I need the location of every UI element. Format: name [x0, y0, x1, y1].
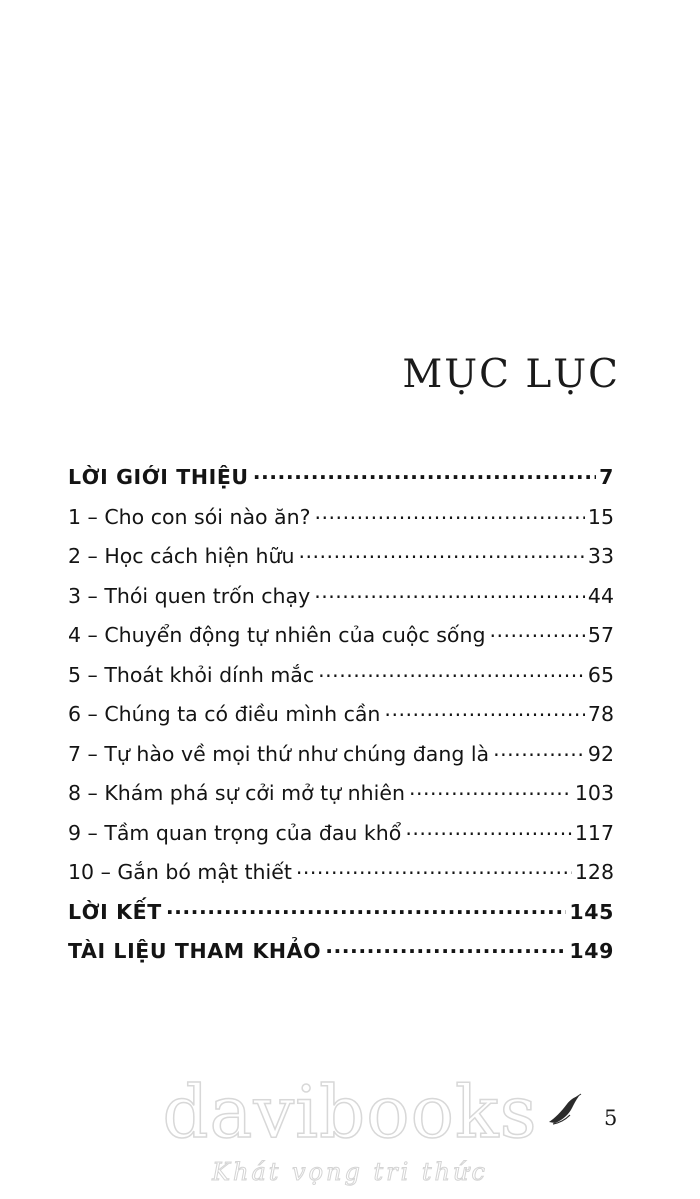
toc-entry-label: 7 – Tự hào về mọi thứ như chúng đang là — [68, 741, 490, 766]
toc-entry-page: 65 — [587, 662, 614, 687]
toc-entry[interactable] — [68, 464, 614, 489]
toc-leader-dots — [315, 504, 585, 524]
toc-entry-page: 44 — [587, 583, 614, 608]
toc-entry-page: 92 — [587, 741, 614, 766]
toc-entry-label: 5 – Thoát khỏi dính mắc — [68, 662, 315, 687]
toc-entry[interactable] — [68, 504, 614, 529]
toc-entry-page: 149 — [569, 939, 614, 963]
toc-entry[interactable] — [68, 543, 614, 568]
toc-entry[interactable] — [68, 662, 614, 687]
toc-entry-page: 33 — [587, 544, 614, 568]
toc-leader-dots — [405, 820, 572, 840]
toc-entry-label: 3 – Thói quen trốn chạy — [68, 583, 311, 608]
toc-entry[interactable] — [68, 622, 614, 647]
toc-entry-label: 8 – Khám phá sự cởi mở tự nhiên — [68, 781, 405, 805]
toc-entry[interactable] — [68, 780, 614, 805]
toc-entry-page: 117 — [574, 820, 614, 845]
toc-leader-dots — [489, 622, 584, 642]
toc-leader-dots — [409, 780, 572, 800]
toc-leader-dots — [384, 701, 584, 721]
toc-entry-label: 2 – Học cách hiện hữu — [68, 544, 295, 568]
toc-entry[interactable] — [68, 583, 614, 608]
bird-icon — [545, 1092, 585, 1128]
watermark-main-text: davibooks — [162, 1070, 538, 1154]
toc-leader-dots — [493, 741, 585, 761]
toc-entry-label: LỜI GIỚI THIỆU — [68, 465, 249, 489]
toc-entry-label: 9 – Tầm quan trọng của đau khổ — [68, 820, 402, 845]
toc-entry[interactable] — [68, 899, 614, 924]
toc-entry-page: 57 — [587, 623, 614, 647]
toc-entry-label: LỜI KẾT — [68, 899, 162, 924]
toc-entry-label: 4 – Chuyển động tự nhiên của cuộc sống — [68, 623, 486, 647]
toc-entry-page: 128 — [574, 860, 614, 884]
toc-leader-dots — [298, 543, 584, 563]
toc-entry[interactable] — [68, 741, 614, 766]
toc-leader-dots — [325, 938, 566, 958]
page-title: MỤC LỤC — [402, 352, 620, 397]
toc-entry[interactable] — [68, 938, 614, 963]
toc-leader-dots — [296, 859, 572, 879]
toc-entry-label: 10 – Gắn bó mật thiết — [68, 860, 292, 884]
toc-leader-dots — [166, 899, 567, 919]
toc-entry-page: 15 — [587, 504, 614, 529]
toc-list — [68, 464, 614, 978]
toc-entry-page: 103 — [574, 781, 614, 805]
watermark — [0, 1070, 700, 1186]
watermark-sub-text: Khát vọng tri thức — [212, 1158, 488, 1186]
toc-entry[interactable] — [68, 701, 614, 726]
toc-leader-dots — [314, 583, 585, 603]
page-folio: 5 — [604, 1106, 618, 1130]
toc-entry-label: 6 – Chúng ta có điều mình cần — [68, 702, 381, 726]
toc-entry-label: TÀI LIỆU THAM KHẢO — [68, 939, 322, 963]
toc-entry[interactable] — [68, 820, 614, 845]
toc-entry-page: 7 — [599, 465, 614, 489]
toc-leader-dots — [253, 464, 596, 484]
toc-entry-page: 145 — [569, 899, 614, 924]
toc-entry-label: 1 – Cho con sói nào ăn? — [68, 504, 311, 529]
toc-leader-dots — [318, 662, 585, 682]
toc-entry-page: 78 — [587, 702, 614, 726]
toc-entry[interactable] — [68, 859, 614, 884]
